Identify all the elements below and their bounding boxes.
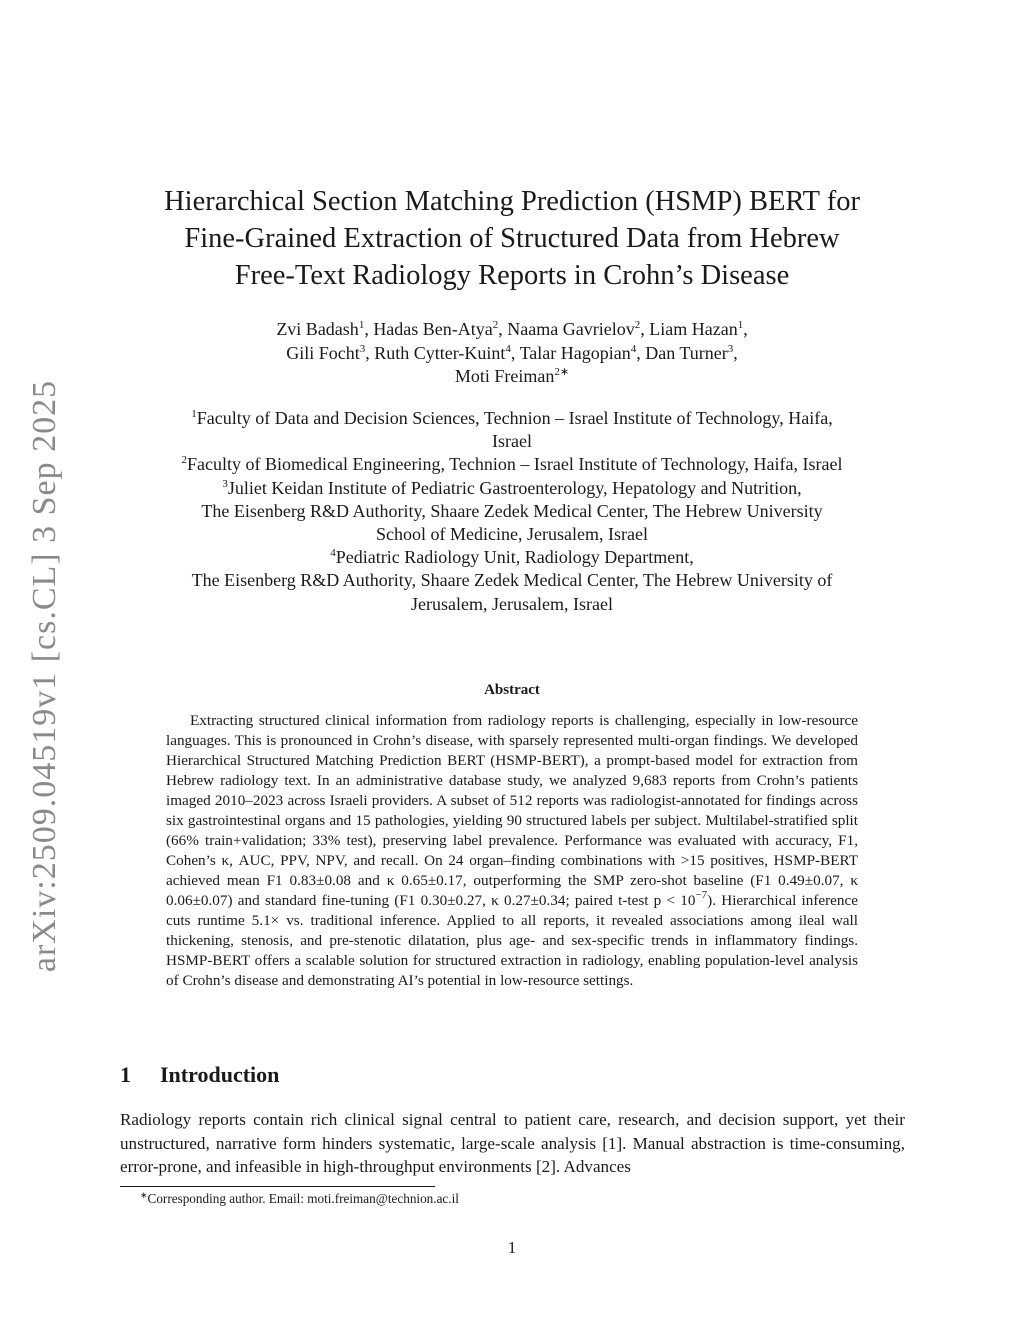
affiliation-line [110,569,914,592]
affiliation-line [110,477,914,500]
author-name: Gili Focht [286,342,360,363]
author-separator: , [510,342,520,363]
affiliation-mark: 2∗ [554,366,570,378]
title-line: Hierarchical Section Matching Prediction (HSMP) BERT for [164,186,860,217]
footnote-mark: ∗ [140,1190,148,1200]
abstract-paragraph [166,711,858,991]
affiliation-mark: 1 [737,319,744,331]
affiliation-line [110,546,914,569]
title-line: Fine-Grained Extraction of Structured Data from Hebrew [184,223,840,254]
author-line [140,318,884,342]
affiliation-text: Jerusalem, Jerusalem, Israel [411,593,613,614]
affiliation-mark: 3 [727,342,734,355]
author-name: Dan Turner [645,342,728,363]
author-separator: , [365,342,375,363]
affiliation-text: The Eisenberg R&D Authority, Shaare Zedek Medical Center, The Hebrew University [201,500,823,521]
section-number: 1 [120,1062,131,1087]
footnote-text: Corresponding author. Email: moti.freiman@technion.ac.il [147,1191,459,1206]
arxiv-identifier-stamp: arXiv:2509.04519v1 [cs.CL] 3 Sep 2025 [26,379,63,973]
author-separator: , [733,342,738,363]
affiliation-mark: 4 [505,342,511,355]
author-name: Ruth Cytter-Kuint [374,342,506,363]
affiliation-text: Juliet Keidan Institute of Pediatric Gastroenterology, Hepatology and Nutrition, [227,477,802,498]
affiliation-text: Faculty of Biomedical Engineering, Technion – Israel Institute of Technology, Haifa, Israel [187,454,843,475]
affiliation-mark: 1 [191,408,197,420]
author-separator: , [636,342,646,363]
affiliation-mark: 2 [181,454,188,467]
affiliation-text: The Eisenberg R&D Authority, Shaare Zedek Medical Center, The Hebrew University of [191,570,833,591]
abstract-text: Extracting structured clinical information from radiology reports is challenging, especially in low-resource languages. This is pronounced in Crohn’s disease, with sparsely represented multi-organ findings. We developed Hierarchical Structured Matching Prediction BERT (HSMP-BERT), a prompt-based model for extraction from Hebrew radiology text. In an administrative database study, we analyzed 9,683 reports from Crohn’s patients imaged 2010–2023 across Israeli providers. A subset of 512 reports was radiologist-annotated for findings across six gastrointestinal organs and 15 pathologies, yielding 90 structured labels per subject. Multilabel-stratified split (66% train+validation; 33% test), preserving label prevalence. Performance was evaluated with accuracy, F1, Cohen’s κ, AUC, PPV, NPV, and recall. On 24 organ–finding combinations with >15 positives, HSMP-BERT achieved mean F1 0.83±0.08 and κ 0.65±0.17, outperforming the SMP zero-shot baseline (F1 0.49±0.07, κ 0.06±0.07) and standard fine-tuning (F1 0.30±0.27, κ 0.27±0.34; paired t-test p < 10 [166,712,858,909]
title-line: Free-Text Radiology Reports in Crohn’s Disease [234,260,790,291]
affiliation-mark: 4 [630,342,637,355]
affiliation-list [110,407,914,616]
author-line [140,365,884,389]
author-separator: , [498,319,508,339]
affiliation-text: Faculty of Data and Decision Sciences, Technion – Israel Institute of Technology, Haifa, [196,408,833,428]
affiliation-mark: 1 [358,319,365,331]
affiliation-text: Pediatric Radiology Unit, Radiology Department, [335,547,694,568]
affiliation-mark: 2 [634,319,641,331]
paper-title [140,183,884,294]
section-title: Introduction [160,1062,280,1087]
affiliation-line [110,500,914,523]
affiliation-mark: 2 [492,319,499,331]
affiliation-line [110,593,914,616]
affiliation-line [110,453,914,476]
author-name: Liam Hazan [649,319,738,339]
footnote [140,1191,459,1207]
author-separator: , [640,319,650,339]
affiliation-mark: 3 [222,477,228,490]
author-name: Hadas Ben-Atya [373,319,493,339]
footnote-divider [120,1186,435,1187]
affiliation-line [110,523,914,546]
author-separator: , [364,319,374,339]
affiliation-text: Israel [492,431,532,452]
page-number: 1 [507,1238,517,1257]
affiliation-mark: 4 [330,547,336,560]
affiliation-text: School of Medicine, Jerusalem, Israel [376,524,648,545]
author-name: Talar Hagopian [519,342,631,363]
abstract-exponent: −7 [695,889,708,901]
author-list [140,318,884,389]
section-heading [120,1062,279,1088]
affiliation-line [110,407,914,430]
author-name: Zvi Badash [276,319,359,339]
abstract-text-continued: ). Hierarchical inference cuts runtime 5.1× vs. traditional inference. Applied to all reports, it revealed associations among ileal wall thickening, stenosis, and pre-stenotic dilatation, plus age- and sex-specific trends in inflammatory findings. HSMP-BERT offers a scalable solution for structured extraction in radiology, enabling population-level analysis of Crohn’s disease and demonstrating AI’s potential in low-resource settings. [166,892,858,989]
author-name: Moti Freiman [454,366,555,386]
author-line [140,342,884,366]
affiliation-line [110,430,914,453]
author-separator: , [743,319,748,339]
abstract-heading: Abstract [484,682,540,698]
author-name: Naama Gavrielov [507,319,635,339]
introduction-paragraph: Radiology reports contain rich clinical signal central to patient care, research, and decision support, yet their unstructured, narrative form hinders systematic, large-scale analysis [1]. Manual abstraction is time-consuming, error-prone, and infeasible in high-throughput environments [2]. Advances [120,1110,905,1176]
affiliation-mark: 3 [359,342,366,355]
